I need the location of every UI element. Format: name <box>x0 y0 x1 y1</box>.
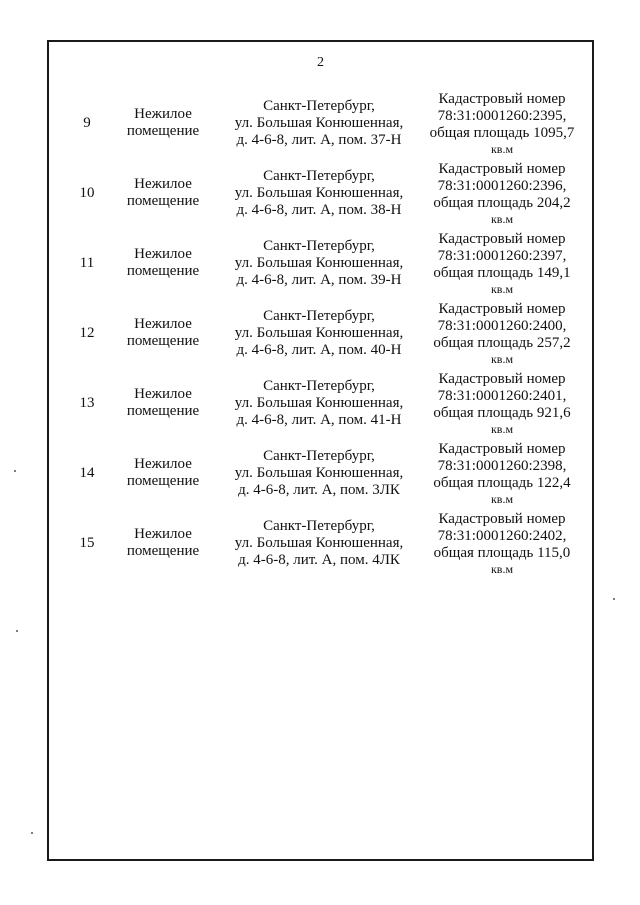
address-line: д. 4-6-8, лит. А, пом. 3ЛК <box>238 481 400 498</box>
cadastral-info <box>417 228 587 298</box>
area-unit: кв.м <box>490 211 514 226</box>
address-line: ул. Большая Конюшенная, <box>234 114 404 131</box>
address-line: д. 4-6-8, лит. А, пом. 38-Н <box>236 201 402 218</box>
row-number-text: 15 <box>79 534 95 551</box>
page-number: 2 <box>317 55 324 70</box>
table-row <box>49 438 592 508</box>
cadastral-line: 78:31:0001260:2395, <box>437 107 567 124</box>
row-number <box>67 88 107 158</box>
property-type-line: Нежилое <box>134 106 192 122</box>
address-line: д. 4-6-8, лит. А, пом. 40-Н <box>236 341 402 358</box>
address-line: Санкт-Петербург, <box>263 307 375 324</box>
row-number-text: 14 <box>79 464 95 481</box>
cadastral-line: 78:31:0001260:2398, <box>437 457 567 474</box>
address-line: д. 4-6-8, лит. А, пом. 4ЛК <box>238 551 400 568</box>
property-address <box>214 368 424 438</box>
cadastral-line: общая площадь 921,6 <box>433 404 571 421</box>
table-row <box>49 508 592 578</box>
area-unit: кв.м <box>490 491 514 506</box>
cadastral-line: 78:31:0001260:2397, <box>437 247 567 264</box>
table-row <box>49 298 592 368</box>
row-number <box>67 298 107 368</box>
property-type-line: помещение <box>126 543 200 559</box>
property-type-line: Нежилое <box>134 176 192 192</box>
address-line: ул. Большая Конюшенная, <box>234 394 404 411</box>
property-type <box>113 158 213 228</box>
address-line: ул. Большая Конюшенная, <box>234 534 404 551</box>
property-address <box>214 508 424 578</box>
cadastral-line: общая площадь 149,1 <box>433 264 571 281</box>
row-number-text: 9 <box>83 114 91 131</box>
property-type-line: Нежилое <box>134 316 192 332</box>
address-line: Санкт-Петербург, <box>263 97 375 114</box>
table-row <box>49 368 592 438</box>
cadastral-line: Кадастровый номер <box>438 230 566 247</box>
cadastral-line: Кадастровый номер <box>438 90 566 107</box>
address-line: Санкт-Петербург, <box>263 167 375 184</box>
area-unit: кв.м <box>490 351 514 366</box>
table-row <box>49 228 592 298</box>
cadastral-line: Кадастровый номер <box>438 370 566 387</box>
property-address <box>214 438 424 508</box>
row-number <box>67 158 107 228</box>
cadastral-info <box>417 438 587 508</box>
area-unit: кв.м <box>490 421 514 436</box>
property-type-line: Нежилое <box>134 456 192 472</box>
address-line: Санкт-Петербург, <box>263 517 375 534</box>
row-number-text: 10 <box>79 184 95 201</box>
row-number-text: 13 <box>79 394 95 411</box>
cadastral-line: общая площадь 204,2 <box>433 194 571 211</box>
address-line: д. 4-6-8, лит. А, пом. 37-Н <box>236 131 402 148</box>
scan-speck <box>613 598 615 600</box>
address-line: Санкт-Петербург, <box>263 237 375 254</box>
cadastral-line: общая площадь 115,0 <box>433 544 571 561</box>
cadastral-info <box>417 368 587 438</box>
cadastral-line: Кадастровый номер <box>438 510 566 527</box>
cadastral-line: Кадастровый номер <box>438 440 566 457</box>
property-type <box>113 228 213 298</box>
cadastral-info <box>417 158 587 228</box>
address-line: Санкт-Петербург, <box>263 377 375 394</box>
property-type <box>113 298 213 368</box>
cadastral-line: общая площадь 1095,7 <box>429 124 575 141</box>
row-number <box>67 508 107 578</box>
property-address <box>214 158 424 228</box>
address-line: ул. Большая Конюшенная, <box>234 184 404 201</box>
address-line: д. 4-6-8, лит. А, пом. 41-Н <box>236 411 402 428</box>
table-row <box>49 158 592 228</box>
row-number-text: 11 <box>79 254 95 271</box>
cadastral-line: Кадастровый номер <box>438 300 566 317</box>
property-type <box>113 508 213 578</box>
property-type <box>113 88 213 158</box>
row-number <box>67 438 107 508</box>
property-address <box>214 228 424 298</box>
address-line: ул. Большая Конюшенная, <box>234 324 404 341</box>
cadastral-info <box>417 508 587 578</box>
property-type <box>113 438 213 508</box>
address-line: д. 4-6-8, лит. А, пом. 39-Н <box>236 271 402 288</box>
address-line: ул. Большая Конюшенная, <box>234 464 404 481</box>
cadastral-line: общая площадь 257,2 <box>433 334 571 351</box>
property-type-line: помещение <box>126 123 200 139</box>
page-frame <box>47 40 594 861</box>
property-type-line: Нежилое <box>134 526 192 542</box>
property-type-line: помещение <box>126 193 200 209</box>
property-address <box>214 298 424 368</box>
cadastral-line: общая площадь 122,4 <box>433 474 571 491</box>
scan-speck <box>14 470 16 472</box>
address-line: ул. Большая Конюшенная, <box>234 254 404 271</box>
area-unit: кв.м <box>490 141 514 156</box>
row-number <box>67 368 107 438</box>
property-type-line: помещение <box>126 263 200 279</box>
cadastral-line: 78:31:0001260:2401, <box>437 387 567 404</box>
cadastral-line: 78:31:0001260:2400, <box>437 317 567 334</box>
property-type-line: Нежилое <box>134 246 192 262</box>
property-type-line: помещение <box>126 333 200 349</box>
property-type-line: помещение <box>126 473 200 489</box>
row-number <box>67 228 107 298</box>
address-line: Санкт-Петербург, <box>263 447 375 464</box>
property-type-line: помещение <box>126 403 200 419</box>
cadastral-line: 78:31:0001260:2402, <box>437 527 567 544</box>
cadastral-info <box>417 88 587 158</box>
row-number-text: 12 <box>79 324 95 341</box>
area-unit: кв.м <box>490 561 514 576</box>
cadastral-line: Кадастровый номер <box>438 160 566 177</box>
scan-speck <box>31 832 33 834</box>
property-type <box>113 368 213 438</box>
cadastral-line: 78:31:0001260:2396, <box>437 177 567 194</box>
scan-speck <box>16 630 18 632</box>
area-unit: кв.м <box>490 281 514 296</box>
table-row <box>49 88 592 158</box>
cadastral-info <box>417 298 587 368</box>
property-address <box>214 88 424 158</box>
property-type-line: Нежилое <box>134 386 192 402</box>
